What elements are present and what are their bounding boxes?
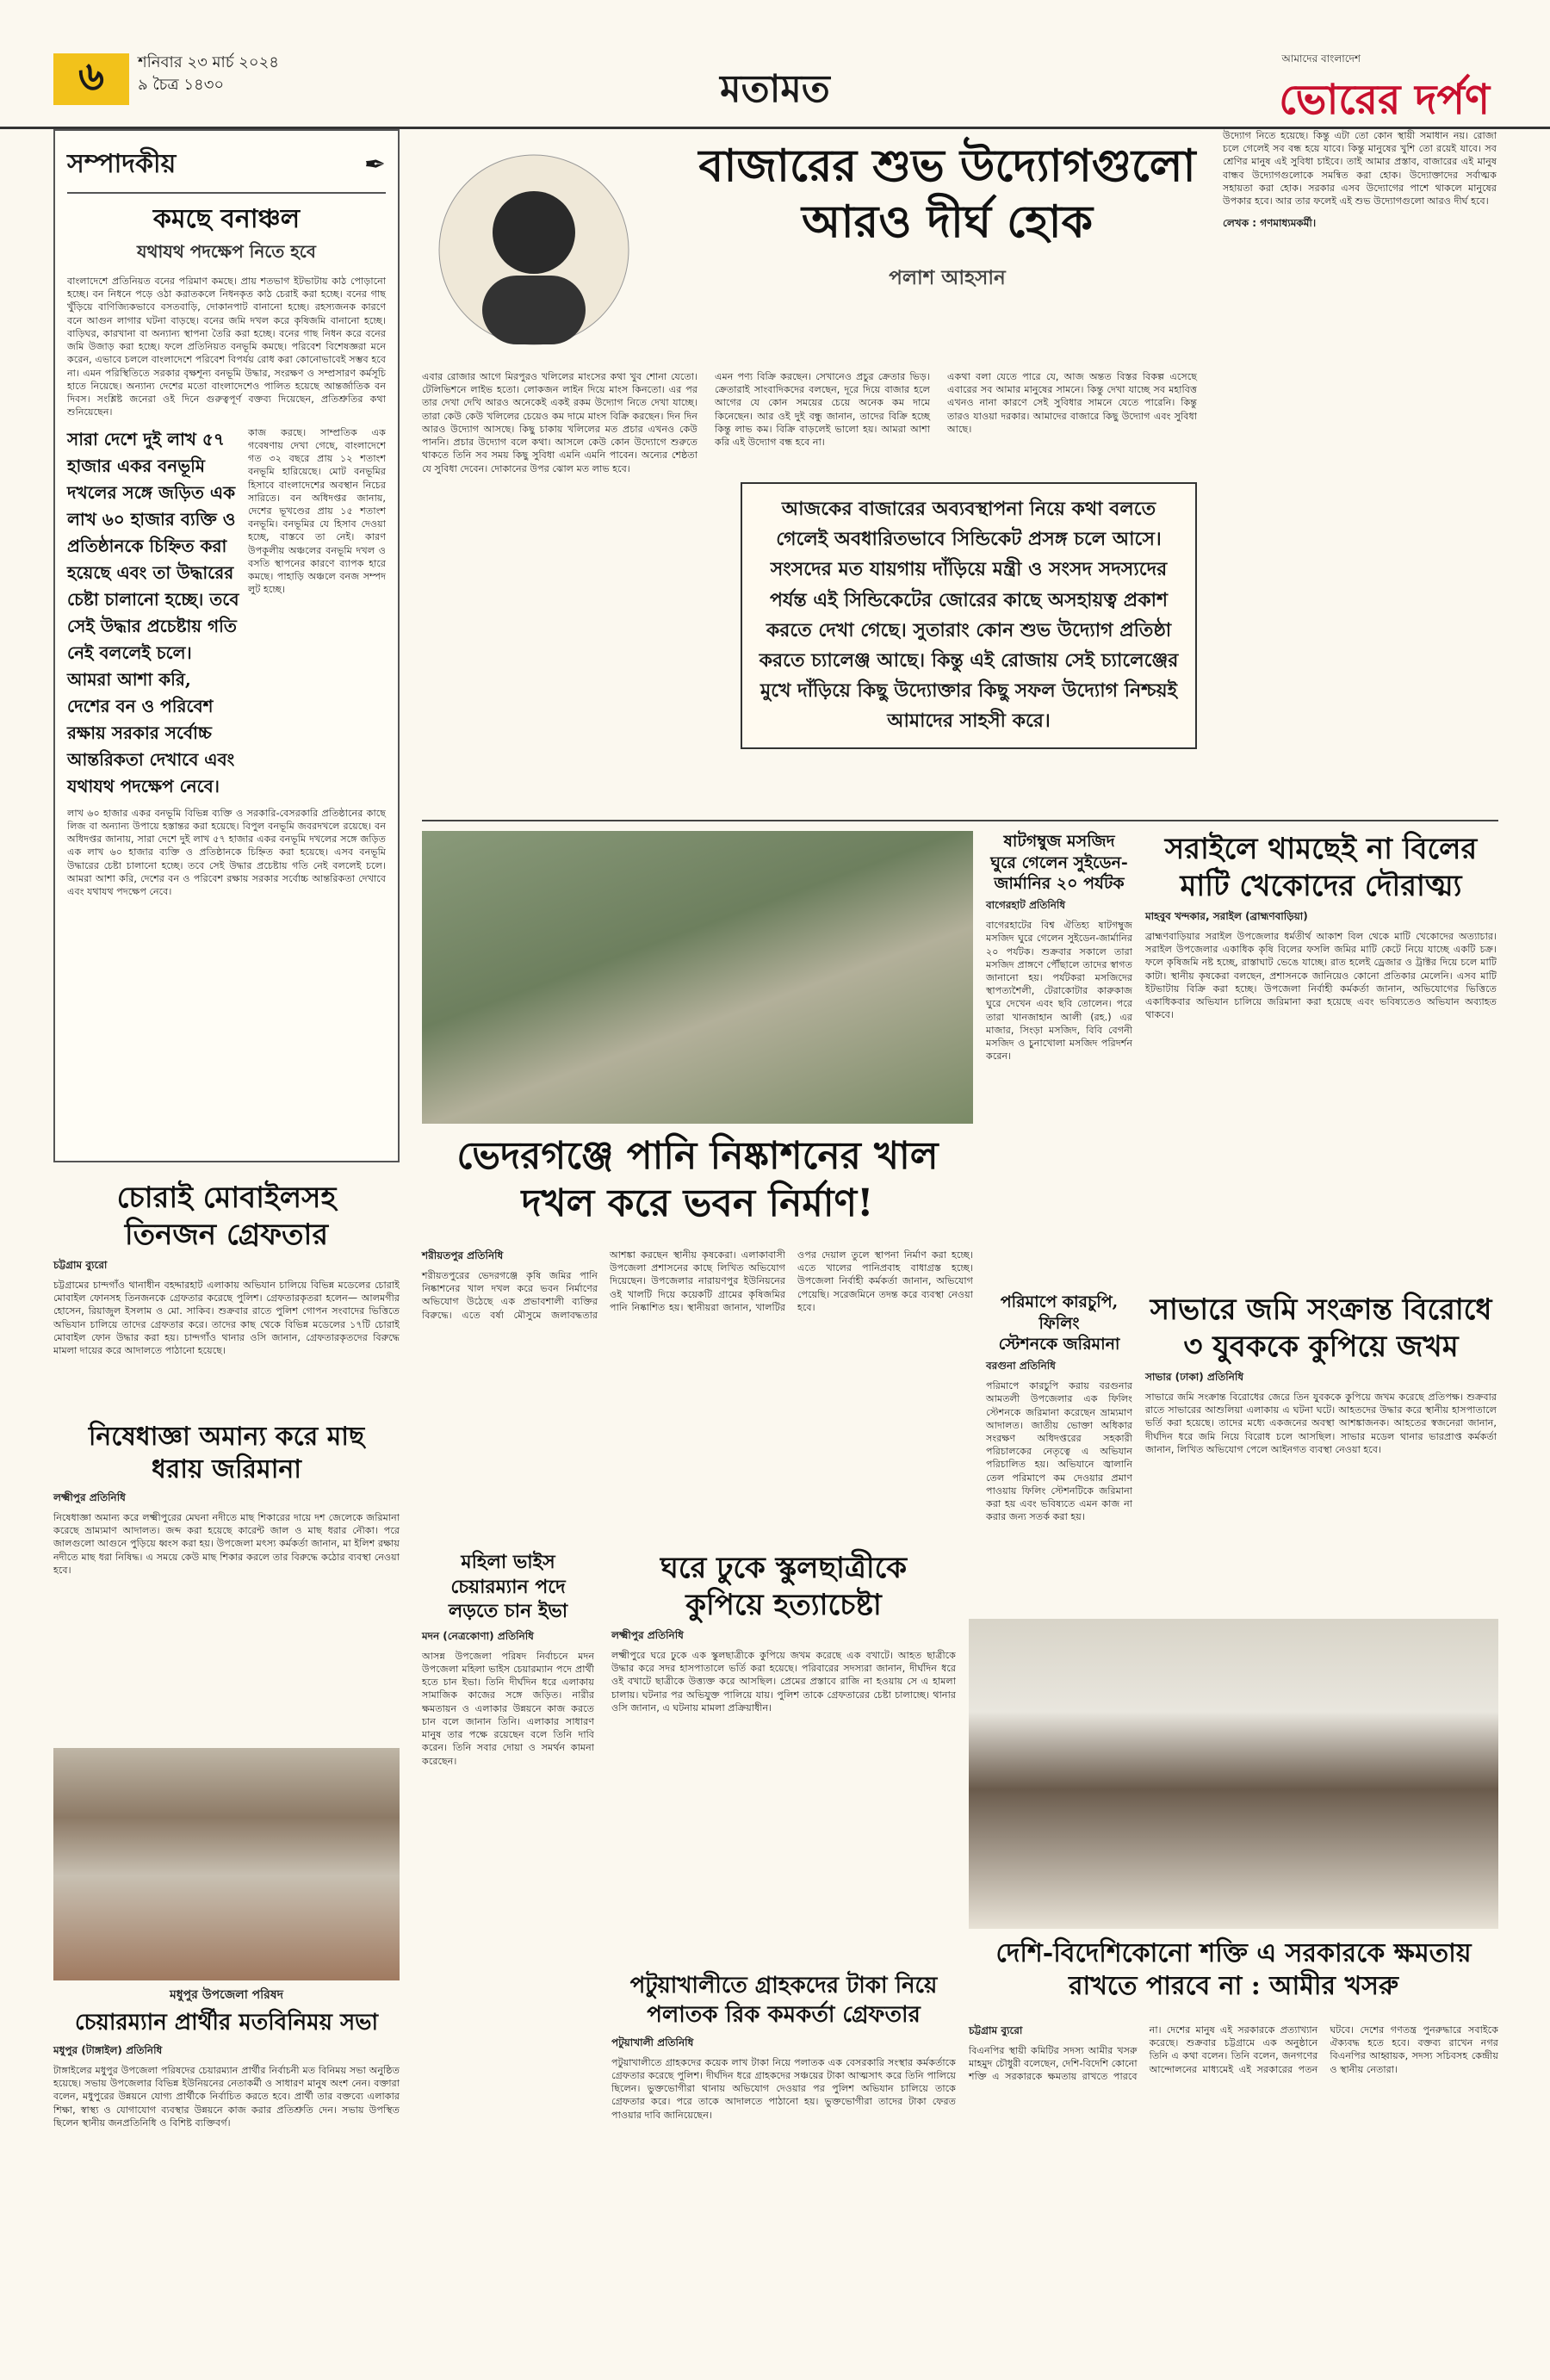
madhupur-byline: মধুপুর (টাঙ্গাইল) প্রতিনিধি (53, 2043, 163, 2056)
patuakhali-body: পটুয়াখালীতে গ্রাহকদের কয়েক লাখ টাকা নিয়ে পলাতক এক বেসরকারি সংস্থার কর্মকর্তাকে গ্রেফতার করেছে পুলিশ। দীর্ঘদিন ধরে গ্রাহকদের সঞ্চয়ের টাকা আত্মসাৎ করে তিনি পালিয়ে ছিলেন। ভুক্তভোগীরা থানায় অভিযোগ দেওয়ার পর পুলিশ অভিযান চালিয়ে তাকে গ্রেফতার করে। পরে তাকে আদালতে পাঠানো হয়। ভুক্তভোগীরা তাদের টাকা ফেরত পাওয়ার দাবি জানিয়েছেন। (611, 2056, 956, 2121)
editorial-middle (67, 426, 386, 800)
date-block (138, 52, 279, 96)
drain-headline (422, 1132, 973, 1227)
date-gregorian: শনিবার ২৩ মার্চ ২০২৪ (138, 53, 279, 71)
editorial-label: সম্পাদকীয় (67, 149, 177, 179)
savar-title-1: সাভারে জমি সংক্রান্ত বিরোধে (1150, 1292, 1492, 1327)
opinion-col-2-text: এমন পণ্য বিক্রি করছেন। সেখানেও প্রচুর ক্রেতার ভিড়। ক্রেতারাই সাংবাদিকদের বলছেন, দূরে দিয়ে বাজার হলে আগের যে কোন সময়ের চেয়ে অনেক কম দামে কিনেছেন। আর ওই দুই বন্ধু জানান, তাদের বিক্রি হচ্ছে কিন্তু লাভ কম। বিক্রি বাড়লেই ভালো হয়। আমরা আশা করি এই উদ্যোগ বন্ধ হবে না। (715, 371, 930, 449)
drain-byline: শরীয়তপুর প্রতিনিধি (422, 1249, 504, 1261)
fine-title-1: পরিমাপে কারচুপি, ফিলিং (1000, 1292, 1119, 1333)
editorial-box (53, 129, 400, 1162)
opinion-title-1: বাজারের শুভ উদ্যোগগুলো (698, 139, 1196, 192)
fine-byline: বরগুনা প্রতিনিধি (986, 1360, 1056, 1373)
sweden-byline: বাগেরহাট প্রতিনিধি (986, 899, 1066, 912)
fish-body: নিষেধাজ্ঞা অমান্য করে লক্ষ্মীপুরের মেঘনা নদীতে মাছ শিকারের দায়ে দশ জেলেকে জরিমানা করেছে ভ্রাম্যমাণ আদালত। জব্দ করা হয়েছে কারেন্ট জাল ও মাছ ধরার নৌকা। পরে জালগুলো আগুনে পুড়িয়ে ধ্বংস করা হয়। উপজেলা মৎস্য কর্মকর্তা জানান, মা ইলিশ রক্ষায় নদীতে মাছ ধরা নিষিদ্ধ। এ সময়ে কেউ মাছ শিকার করলে তার বিরুদ্ধে কঠোর ব্যবস্থা নেওয়া হবে। (53, 1512, 400, 1576)
stab-body: লক্ষ্মীপুরে ঘরে ঢুকে এক স্কুলছাত্রীকে কুপিয়ে জখম করেছে এক বখাটে। আহত ছাত্রীকে উদ্ধার করে সদর হাসপাতালে ভর্তি করা হয়েছে। পরিবারের সদস্যরা জানান, দীর্ঘদিন ধরে ওই বখাটে ছাত্রীকে উত্ত্যক্ত করে আসছিল। প্রেমের প্রস্তাবে রাজি না হওয়ায় সে এ হামলা চালায়। ঘটনার পর অভিযুক্ত পালিয়ে যায়। পুলিশ তাকে গ্রেফতারের চেষ্টা চালাচ্ছে। থানার ওসি জানান, এ ঘটনায় মামলা প্রক্রিয়াধীন। (611, 1650, 956, 1714)
patuakhali-article (611, 1972, 956, 2122)
drain-article (422, 1249, 973, 1322)
fine-title-2: স্টেশনকে জরিমানা (998, 1335, 1120, 1354)
stab-title-2: কুপিয়ে হত্যাচেষ্টা (685, 1587, 882, 1622)
ivy-body: আসন্ন উপজেলা পরিষদ নির্বাচনে মদন উপজেলা মহিলা ভাইস চেয়ারম্যান পদে প্রার্থী হতে চান ইভা। তিনি দীর্ঘদিন ধরে এলাকায় সামাজিক কাজের সঙ্গে জড়িত। নারীর ক্ষমতায়ন ও এলাকার উন্নয়নে কাজ করতে চান বলে জানান তিনি। এলাকার সাধারণ মানুষ তার পক্ষে রয়েছেন বলে তিনি দাবি করেন। তিনি সবার দোয়া ও সমর্থন কামনা করেছেন। (422, 1650, 594, 1767)
sweden-article (986, 831, 1132, 1063)
khasru-article (969, 2024, 1498, 2084)
author-photo (422, 146, 663, 353)
patuakhali-title-2: পলাতক রিক কমকর্তা গ্রেফতার (647, 2001, 921, 2028)
sweden-title-3: জার্মানির ২০ পর্যটক (994, 874, 1125, 894)
stab-byline: লক্ষ্মীপুর প্রতিনিধি (611, 1629, 684, 1641)
pen-icon: ✒ (363, 150, 386, 180)
editorial-body-3: লাখ ৬০ হাজার একর বনভূমি বিভিন্ন ব্যক্তি ও সরকারি-বেসরকারি প্রতিষ্ঠানের কাছে লিজ বা অন্যান্য উপায়ে হস্তান্তর করা হয়েছে। বিপুল বনভূমি জবরদখলে রয়েছে। বন অধিদপ্তর জানায়, সারা দেশে দুই লাখ ৫৭ হাজার একর বনভূমি দখলের সঙ্গে জড়িত এক লাখ ৬০ হাজার ব্যক্তি ও প্রতিষ্ঠানকে চিহ্নিত করা হয়েছে। এসব বনভূমি উদ্ধারের চেষ্টা চালানো হচ্ছে। তবে সেই উদ্ধার প্রচেষ্টায় গতি নেই বললেই চলে। আমরা আশা করি, দেশের বন ও পরিবেশ রক্ষায় সরকার সর্বোচ্চ আন্তরিকতা দেখাবে এবং যথাযথ পদক্ষেপ নেবে। (67, 807, 386, 897)
sweden-body: বাগেরহাটের বিশ্ব ঐতিহ্য ষাটগম্বুজ মসজিদ ঘুরে গেলেন সুইডেন-জার্মানির ২০ পর্যটক। শুক্রবার সকালে তারা মসজিদ প্রাঙ্গণে পৌঁছালে তাদের স্বাগত জানানো হয়। পর্যটকরা মসজিদের স্থাপত্যশৈলী, টেরাকোটার কারুকাজ ঘুরে দেখেন এবং ছবি তোলেন। পরে তারা খানজাহান আলী (রহ.) এর মাজার, সিংড়া মসজিদ, বিবি বেগনী মসজিদ ও চুনাখোলা মসজিদ পরিদর্শন করেন। (986, 920, 1132, 1063)
masthead (1197, 52, 1490, 137)
khasru-headline (969, 1937, 1498, 2002)
ivy-title-2: চেয়ারম্যান পদে (450, 1575, 566, 1598)
brand-tagline: আমাদের বাংলাদেশ (1281, 53, 1361, 65)
sweden-title-1: ষাটগম্বুজ মসজিদ (1003, 832, 1115, 851)
mobile-article (53, 1180, 400, 1357)
madhupur-article (53, 1985, 400, 2129)
khasru-photo (969, 1619, 1498, 1929)
opinion-col-3 (947, 370, 1197, 436)
fish-title-2: ধরায় জরিমানা (151, 1453, 302, 1484)
stab-article (611, 1550, 956, 1714)
khasru-title-1: দেশি-বিদেশিকোনো শক্তি এ সরকারকে ক্ষমতায় (995, 1938, 1472, 1968)
khasru-title-2: রাখতে পারবে না : আমীর খসরু (1069, 1970, 1398, 2001)
stab-title-1: ঘরে ঢুকে স্কুলছাত্রীকে (660, 1551, 908, 1585)
drain-title-1: ভেদরগঞ্জে পানি নিষ্কাশনের খাল (456, 1134, 939, 1178)
page-header (0, 0, 1550, 129)
drain-photo (422, 831, 973, 1124)
ivy-title-1: মহিলা ভাইস (461, 1551, 555, 1573)
fine-article (986, 1292, 1132, 1524)
date-bengali: ৯ চৈত্র ১৪৩০ (138, 76, 225, 94)
khasru-byline: চট্টগ্রাম ব্যুরো (969, 2024, 1023, 2036)
opinion-col-2 (715, 370, 930, 449)
opinion-author: পলাশ আহসান (889, 266, 1006, 289)
opinion-col-4-text: উদ্যোগ নিতে হয়েছে। কিন্তু এটা তো কোন স্থায়ী সমাধান নয়। রোজা চলে গেলেই সব বন্ধ হয়ে যাবে। কিন্তু মানুষের খুশি তো রয়েই যাবে। সব শ্রেণির মানুষ এই সুবিধা চাইবে। তাই আমার প্রস্তাব, বাজারের এই মানুষ বান্ধব উদ্যোগগুলোকে সমন্বিত করা হোক। উদ্যোক্তাদের সর্বাত্মক সহায়তা করা হোক। সরকার এসব উদ্যোগের পাশে থাকলে মানুষের উপকার হবে। আর তার ফলেই এই শুভ উদ্যোগগুলো আরও দীর্ঘ হবে। (1223, 130, 1497, 208)
editorial-subtitle: যথাযথ পদক্ষেপ নিতে হবে (137, 241, 316, 262)
fish-title-1: নিষেধাজ্ঞা অমান্য করে মাছ (88, 1422, 365, 1452)
drain-body: শরীয়তপুরের ভেদরগঞ্জে কৃষি জমির পানি নিষ্কাশনের খাল দখল করে ভবন নির্মাণের অভিযোগ উঠেছে এক প্রভাবশালী ব্যক্তির বিরুদ্ধে। এতে বর্ষা মৌসুমে জলাবদ্ধতার আশঙ্কা করছেন স্থানীয় কৃষকেরা। এলাকাবাসী উপজেলা প্রশাসনের কাছে লিখিত অভিযোগ দিয়েছেন। উপজেলার নারায়ণপুর ইউনিয়নের ওই খালটি দিয়ে কয়েকটি গ্রামের কৃষিজমির পানি নিষ্কাশিত হয়। স্থানীয়রা জানান, খালটির ওপর দেয়াল তুলে স্থাপনা নির্মাণ করা হচ্ছে। এতে খালের পানিপ্রবাহ বাধাগ্রস্ত হচ্ছে। উপজেলা নির্বাহী কর্মকর্তা জানান, অভিযোগ পেয়েছি। সরেজমিনে তদন্ত করে ব্যবস্থা নেওয়া হবে। (422, 1249, 973, 1321)
opinion-col-3-text: একথা বলা যেতে পারে যে, আজ অন্তত বিস্তর বিকল্প এসেছে এবারের সব আমার মানুষের সামনে। কিন্তু দেখা যাচ্ছে সব মহাবিত্ত এখনও নানা কারণে সেই সুবিধার সামনে যেতে পারেনি। কিন্তু তারও যাওয়া দরকার। আমাদের বাজারে কিছু উদ্যোগ এবং সুবিধা আছে। (947, 371, 1197, 435)
madhupur-photo (53, 1748, 400, 1980)
brand-logo: ভোরের দর্পণ (1279, 76, 1490, 124)
editorial-title: কমছে বনাঞ্চল (152, 204, 301, 234)
patuakhali-byline: পটুয়াখালী প্রতিনিধি (611, 2036, 694, 2048)
editorial-body-2: কাজ করছে। সাম্প্রতিক এক গবেষণায় দেখা গেছে, বাংলাদেশে গত ৩২ বছরে প্রায় ১২ শতাংশ বনভূমি হারিয়েছে। মোট বনভূমির হিসাবে বাংলাদেশের অবস্থান নিচের সারিতে। বন অধিদপ্তর জানায়, দেশের ভূখণ্ডের প্রায় ১৫ শতাংশ বনভূমি। বনভূমির যে হিসাব দেওয়া হচ্ছে, বাস্তবে তা নেই। কারণ উপকূলীয় অঞ্চলের বনভূমি দখল ও বসতি স্থাপনের কারণে ব্যাপক হারে কমছে। পাহাড়ি অঞ্চলে বনজ সম্পদ লুট হচ্ছে। (248, 426, 386, 596)
sweden-title-2: ঘুরে গেলেন সুইডেন- (990, 852, 1128, 872)
opinion-author-tag: লেখক : গণমাধ্যমকর্মী। (1223, 217, 1317, 230)
madhupur-body: টাঙ্গাইলের মধুপুর উপজেলা পরিষদের চেয়ারম্যান প্রার্থীর নির্বাচনী মত বিনিময় সভা অনুষ্ঠিত হয়েছে। সভায় উপজেলার বিভিন্ন ইউনিয়নের নেতাকর্মী ও সাধারণ মানুষ অংশ নেন। বক্তারা বলেন, মধুপুরের উন্নয়নে যোগ্য প্রার্থীকে নির্বাচিত করতে হবে। প্রার্থী তার বক্তব্যে এলাকার শিক্ষা, স্বাস্থ্য ও যোগাযোগ ব্যবস্থার উন্নয়নে কাজ করার প্রতিশ্রুতি দেন। সভায় উপস্থিত ছিলেন স্থানীয় জনপ্রতিনিধি ও বিশিষ্ট ব্যক্তিবর্গ। (53, 2064, 400, 2129)
madhupur-caption: মধুপুর উপজেলা পরিষদ (170, 1988, 283, 2002)
editorial-label-row (67, 143, 386, 194)
section-title: মতামত (720, 67, 830, 111)
opinion-header (680, 138, 1214, 295)
sarail-body: ব্রাহ্মণবাড়িয়ার সরাইল উপজেলার ধর্মতীর্থ আকাশ বিল থেকে মাটি খেকোদের অত্যাচার। সরাইল উপজেলার একাধিক কৃষি বিলের ফসলি জমির মাটি কেটে নিয়ে যাচ্ছে একটি চক্র। ফলে কৃষিজমি নষ্ট হচ্ছে, রাস্তাঘাট ভেঙে যাচ্ছে। রাত হলেই ড্রেজার ও ট্রাক্টর দিয়ে চলে মাটি কাটা। স্থানীয় কৃষকেরা বলছেন, প্রশাসনকে জানিয়েও কোনো প্রতিকার মেলেনি। এসব মাটি ইটভাটায় বিক্রি করা হচ্ছে। উপজেলা নির্বাহী কর্মকর্তা জানান, অভিযোগের ভিত্তিতে একাধিকবার অভিযান চালিয়ে জরিমানা করা হয়েছে এবং ভবিষ্যতেও অভিযান অব্যাহত থাকবে। (1145, 931, 1497, 1021)
sarail-byline: মাহবুব খন্দকার, সরাইল (ব্রাহ্মণবাড়িয়া) (1145, 910, 1308, 922)
opinion-quote: আজকের বাজারের অব্যবস্থাপনা নিয়ে কথা বলতে গেলেই অবধারিতভাবে সিন্ডিকেট প্রসঙ্গ চলে আসে। সংসদের মত যায়গায় দাঁড়িয়ে মন্ত্রী ও সংসদ সদস্যদের পর্যন্ত এই সিন্ডিকেটের জোরের কাছে অসহায়ত্ব প্রকাশ করতে দেখা গেছে। সুতারাং কোন শুভ উদ্যোগ প্রতিষ্ঠা করতে চ্যালেঞ্জ আছে। কিন্তু এই রোজায় সেই চ্যালেঞ্জের মুখে দাঁড়িয়ে কিছু উদ্যোক্তার কিছু সফল উদ্যোগ নিশ্চয়ই আমাদের সাহসী করে। (741, 482, 1197, 749)
mobile-byline: চট্টগ্রাম ব্যুরো (53, 1259, 108, 1271)
savar-body: সাভারে জমি সংক্রান্ত বিরোধের জেরে তিন যুবককে কুপিয়ে জখম করেছে প্রতিপক্ষ। শুক্রবার রাতে সাভারের আশুলিয়া এলাকায় এ ঘটনা ঘটে। আহতদের উদ্ধার করে স্থানীয় হাসপাতালে ভর্তি করা হয়েছে। তাদের মধ্যে একজনের অবস্থা আশঙ্কাজনক। আহতের স্বজনেরা জানান, দীর্ঘদিন ধরে জমি নিয়ে বিরোধ চলে আসছিল। সাভার মডেল থানার ভারপ্রাপ্ত কর্মকর্তা জানান, লিখিত অভিযোগ পেলে আইনগত ব্যবস্থা নেওয়া হবে। (1145, 1391, 1497, 1455)
divider (422, 820, 1498, 821)
savar-title-2: ৩ যুবককে কুপিয়ে জখম (1183, 1329, 1459, 1364)
savar-article (1145, 1292, 1497, 1456)
fish-byline: লক্ষ্মীপুর প্রতিনিধি (53, 1491, 126, 1503)
ivy-article (422, 1550, 594, 1768)
patuakhali-title-1: পটুয়াখালীতে গ্রাহকদের টাকা নিয়ে (629, 1973, 938, 1999)
sarail-title-2: মাটি খেকোদের দৌরাত্ম্য (1180, 868, 1462, 903)
opinion-title-2: আরও দীর্ঘ হোক (802, 195, 1093, 248)
opinion-col-4 (1223, 129, 1497, 237)
mobile-body: চট্টগ্রামের চান্দগাঁও থানাধীন বহদ্দারহাট এলাকায় অভিযান চালিয়ে বিভিন্ন মডেলের চোরাই মোবাইল ফোনসহ তিনজনকে গ্রেফতার করেছে পুলিশ। গ্রেফতারকৃতরা হলেন— আলমগীর হোসেন, রিয়াজুল ইসলাম ও মো. সাকিব। শুক্রবার রাতে পুলিশ গোপন সংবাদের ভিত্তিতে অভিযান চালিয়ে তাদের গ্রেফতার করে। তাদের কাছ থেকে বিভিন্ন মডেলের ১৭টি চোরাই মোবাইল ফোন উদ্ধার করা হয়। চান্দগাঁও থানার ওসি জানান, গ্রেফতারকৃতদের বিরুদ্ধে মামলা দায়ের করে আদালতে পাঠানো হয়েছে। (53, 1280, 400, 1357)
ivy-title-3: লড়তে চান ইভা (448, 1600, 568, 1623)
opinion-col-1-text: এবার রোজার আগে মিরপুরও খলিলের মাংসের কথা খুব শোনা যেতো। টেলিভিশনে লাইভ হতো। লোকজন লাইন দিয়ে মাংস কিনতো। এর পর তার দেখা দেখি আরও অনেকেই একই রকম উদ্যোগ নিতে দেখা যাচ্ছে। তারা কেউ কেউ খলিলের চেয়েও কম দামে মাংস বিক্রি করছেন। দিন দিন আরও উদ্যোগ আসছে। কিছু চাকায় খলিলের মত প্রচার এখনও কেউ পাননি। প্রচার উদ্যোগ বলে কথা। আসলে কেউ কোন উদ্যোগে শুরুতে থাকতে তিনি সব সময় কিছু সুবিধা এমনি এমনি পাবেন। অন্যের শেষ্ঠতা যে সুবিধা দেবেন। দোকানের উপর ঝোল মত লাভ হবে। (422, 371, 698, 474)
sarail-article (1145, 831, 1497, 1022)
mobile-title-1: চোরাই মোবাইলসহ (116, 1181, 337, 1215)
madhupur-title: চেয়ারম্যান প্রার্থীর মতবিনিময় সভা (74, 2010, 379, 2036)
opinion-col-1 (422, 370, 698, 475)
mobile-title-2: তিনজন গ্রেফতার (124, 1217, 329, 1252)
ivy-byline: মদন (নেত্রকোণা) প্রতিনিধি (422, 1629, 534, 1642)
editorial-body-1: বাংলাদেশে প্রতিনিয়ত বনের পরিমাণ কমছে। প্রায় শতভাগ ইটভাটায় কাঠ পোড়ানো হচ্ছে। বন নিধনে পড়ে ওঠা করাতকলে নিধনকৃত কাঠ চেরাই করা হচ্ছে। বনের গাছ খুঁড়িয়ে বাণিজ্যিকভাবে বসতবাড়ি, দোকানপাট বানানো হচ্ছে। রহস্যজনক কারণে বনে আগুন লাগার ঘটনা বাড়ছে। বনের জমি দখল করে কৃষিজমি বানানো হচ্ছে। বাড়িঘর, কারখানা বা অন্যান্য স্থাপনা তৈরি করা হচ্ছে। বনের গাছ নিধন করে বনের জমি উজাড় করা হচ্ছে। ফলে প্রতিনিয়ত বনভূমি কমছে। পরিবেশ বিশেষজ্ঞরা মনে করেন, এভাবে চললে বাংলাদেশে পরিবেশ বিপর্যয় রোধ করা কোনোভাবেই সম্ভব হবে না। এমন পরিস্থিতিতে সরকার বৃক্ষশূন্য বনভূমি উদ্ধার, সংরক্ষণ ও সম্প্রসারণ কর্মসূচি হাতে নিয়েছে। অন্যান্য দেশের মতো বাংলাদেশেও পালিত হয়েছে আন্তর্জাতিক বন দিবস। সংশ্লিষ্ট জনেরা ওই দিনে গুরুত্বপূর্ণ বক্তব্য দিয়েছেন, প্রতিশ্রুতির কথা শুনিয়েছেন। (67, 276, 386, 418)
sarail-title-1: সরাইলে থামছেই না বিলের (1164, 832, 1478, 866)
page-number: ৬ (53, 53, 129, 105)
fish-article (53, 1421, 400, 1577)
drain-title-2: দখল করে ভবন নির্মাণ! (521, 1181, 874, 1225)
savar-byline: সাভার (ঢাকা) প্রতিনিধি (1145, 1371, 1244, 1383)
khasru-body: বিএনপির স্থায়ী কমিটির সদস্য আমীর খসরু মাহমুদ চৌধুরী বলেছেন, দেশি-বিদেশি কোনো শক্তি এ সরকারকে ক্ষমতায় রাখতে পারবে না। দেশের মানুষ এই সরকারকে প্রত্যাখ্যান করেছে। শুক্রবার চট্টগ্রামে এক অনুষ্ঠানে তিনি এ কথা বলেন। তিনি বলেন, জনগণের আন্দোলনের মাধ্যমেই এই সরকারের পতন ঘটবে। দেশের গণতন্ত্র পুনরুদ্ধারে সবাইকে ঐক্যবদ্ধ হতে হবে। বক্তব্য রাখেন নগর বিএনপির আহ্বায়ক, সদস্য সচিবসহ কেন্দ্রীয় ও স্থানীয় নেতারা। (969, 2024, 1498, 2083)
fine-body: পরিমাপে কারচুপি করায় বরগুনার আমতলী উপজেলার এক ফিলিং স্টেশনকে জরিমানা করেছেন ভ্রাম্যমাণ আদালত। জাতীয় ভোক্তা অধিকার সংরক্ষণ অধিদপ্তরের সহকারী পরিচালকের নেতৃত্বে এ অভিযান পরিচালিত হয়। অভিযানে জ্বালানি তেল পরিমাপে কম দেওয়ার প্রমাণ পাওয়ায় ফিলিং স্টেশনটিকে জরিমানা করা হয় এবং ভবিষ্যতে এমন কাজ না করার জন্য সতর্ক করা হয়। (986, 1380, 1132, 1523)
editorial-pull-quote: সারা দেশে দুই লাখ ৫৭ হাজার একর বনভূমি দখলের সঙ্গে জড়িত এক লাখ ৬০ হাজার ব্যক্তি ও প্রতিষ্ঠানকে চিহ্নিত করা হয়েছে এবং তা উদ্ধারের চেষ্টা চালানো হচ্ছে। তবে সেই উদ্ধার প্রচেষ্টায় গতি নেই বললেই চলে। আমরা আশা করি, দেশের বন ও পরিবেশ রক্ষায় সরকার সর্বোচ্চ আন্তরিকতা দেখাবে এবং যথাযথ পদক্ষেপ নেবে। (67, 428, 239, 796)
author-portrait-icon (422, 146, 646, 353)
